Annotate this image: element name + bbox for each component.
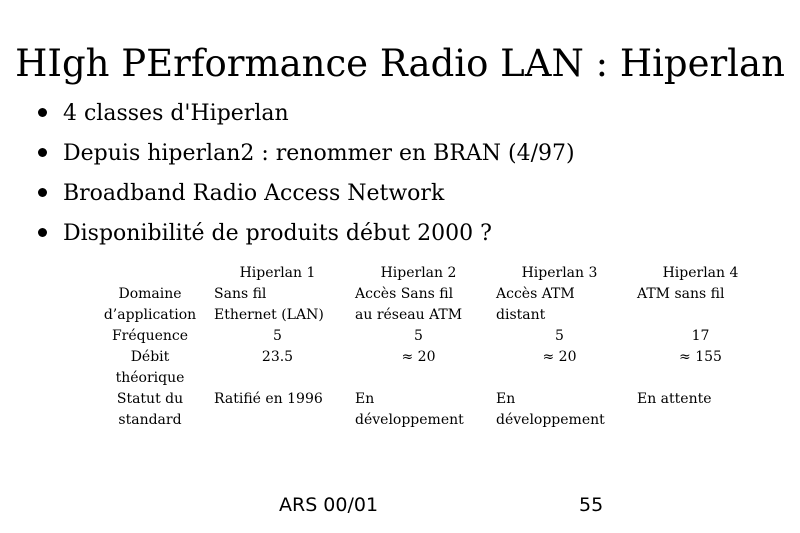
table-cell: En attente [637,391,712,407]
table-cell: 5 [414,328,423,344]
table-cell: En développement [355,391,464,428]
row-label: Statut du standard [116,391,184,428]
bullet-item [36,94,575,134]
table-row [100,326,764,347]
table-cell: En développement [496,391,605,428]
bullet-item [36,214,575,254]
table-cell: ≈ 20 [542,349,577,365]
footer-course-label: ARS 00/01 [279,494,379,516]
row-label: Domaine d’application [103,286,197,323]
table-row [100,389,764,431]
table-cell: 5 [273,328,282,344]
table-cell: Sans fil Ethernet (LAN) [214,286,324,323]
table-header-empty [100,263,200,284]
table-header-cell: Hiperlan 3 [521,265,598,281]
table-cell: Ratifié en 1996 [214,391,323,407]
slide-title: HIgh PErformance Radio LAN : Hiperlan [15,42,785,85]
bullet-text: Disponibilité de produits début 2000 ? [63,221,492,246]
table-cell: ATM sans fil [637,286,725,302]
row-label: Débit théorique [115,349,185,386]
table-cell: 17 [691,328,710,344]
bullet-dot-icon [38,148,47,157]
table-cell: 5 [555,328,564,344]
table-cell: 23.5 [261,349,294,365]
table-header-cell: Hiperlan 4 [662,265,739,281]
table-row [100,284,764,326]
table-cell: Accès Sans fil au réseau ATM [355,286,463,323]
bullet-text: Depuis hiperlan2 : renommer en BRAN (4/97) [63,141,575,166]
bullet-dot-icon [38,188,47,197]
table-header-cell: Hiperlan 2 [380,265,457,281]
table-row [100,347,764,389]
bullet-dot-icon [38,228,47,237]
bullet-list [36,94,575,254]
table-cell: ≈ 155 [679,349,722,365]
row-label: Fréquence [111,328,189,344]
bullet-item [36,174,575,214]
hiperlan-comparison-table [100,263,764,431]
table-cell: Accès ATM distant [496,286,575,323]
table-header-row [100,263,764,284]
bullet-dot-icon [38,108,47,117]
bullet-item [36,134,575,174]
table-cell: ≈ 20 [401,349,436,365]
table-header-cell: Hiperlan 1 [239,265,316,281]
bullet-text: 4 classes d'Hiperlan [63,101,289,126]
footer-page-number: 55 [579,494,604,516]
bullet-text: Broadband Radio Access Network [63,181,445,206]
